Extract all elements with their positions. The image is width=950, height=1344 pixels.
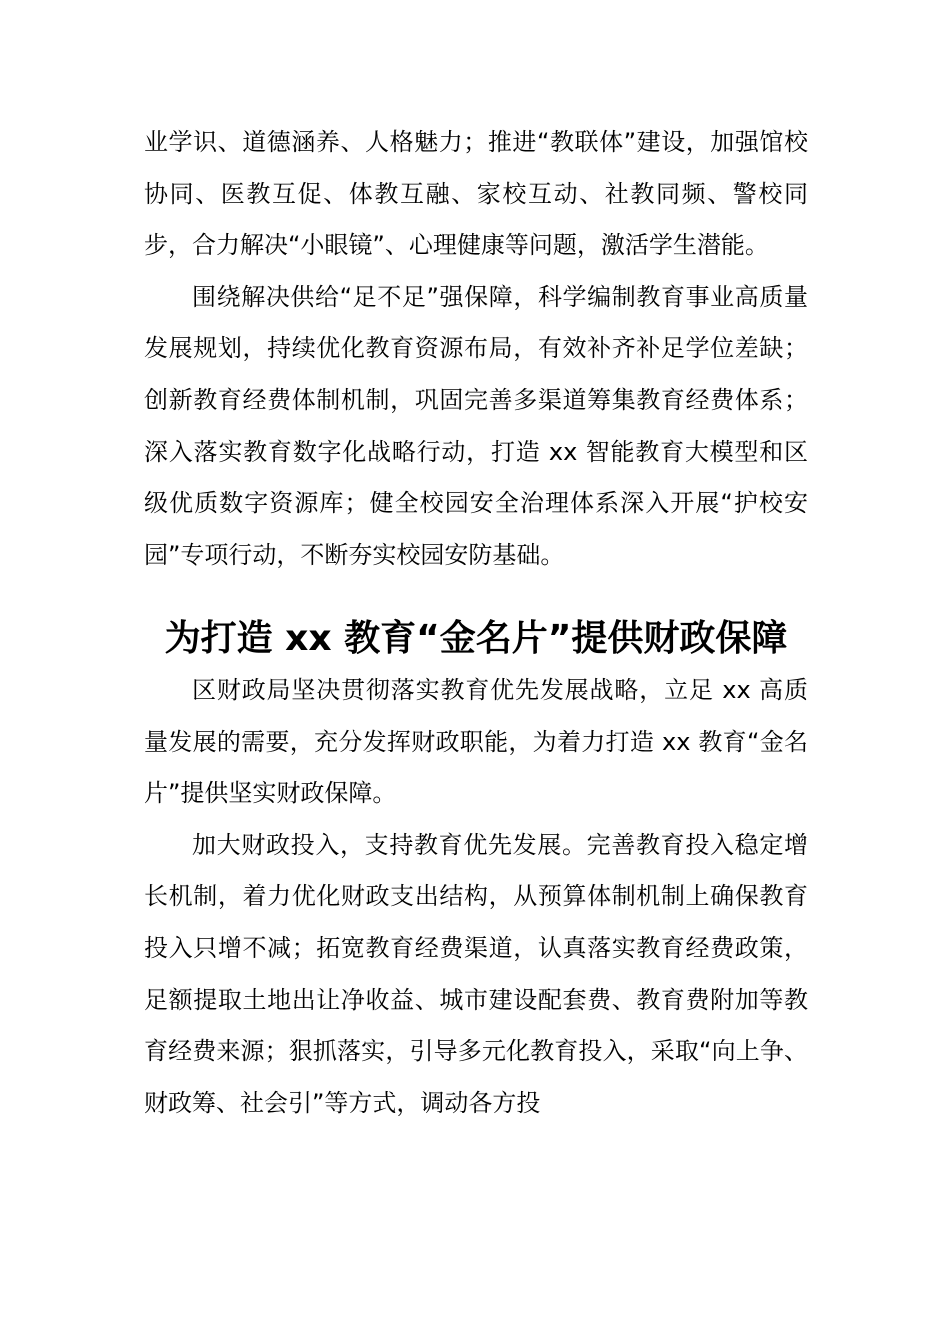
paragraph-increase-investment: 加大财政投入，支持教育优先发展。完善教育投入稳定增长机制，着力优化财政支出结构，从预算体制机制上确保教育投入只增不减；拓宽教育经费渠道，认真落实教育经费政策，足额提取土地出让净收益、城市建设配套费、教育费附加等教育经费来源；狠抓落实，引导多元化教育投入，采取“向上争、财政筹、社会引”等方式，调动各方投 [144,830,808,1117]
paragraph-supply-guarantee: 围绕解决供给“足不足”强保障，科学编制教育事业高质量发展规划，持续优化教育资源布局，有效补齐补足学位差缺；创新教育经费体制机制，巩固完善多渠道筹集教育经费体系；深入落实教育数字化战略行动，打造 xx 智能教育大模型和区级优质数字资源库；健全校园安全治理体系深入开展“护校安园”专项行动，不断夯实校园安防基础。 [144,282,808,569]
section-heading: 为打造 xx 教育“金名片”提供财政保障 [164,618,788,660]
document-page [144,117,808,1129]
paragraph-finance-bureau: 区财政局坚决贯彻落实教育优先发展战略，立足 xx 高质量发展的需要，充分发挥财政职能，为着力打造 xx 教育“金名片”提供坚实财政保障。 [144,675,808,808]
paragraph-continuation: 业学识、道德涵养、人格魅力；推进“教联体”建设，加强馆校协同、医教互促、体教互融、家校互动、社教同频、警校同步，合力解决“小眼镜”、心理健康等问题，激活学生潜能。 [144,128,808,260]
